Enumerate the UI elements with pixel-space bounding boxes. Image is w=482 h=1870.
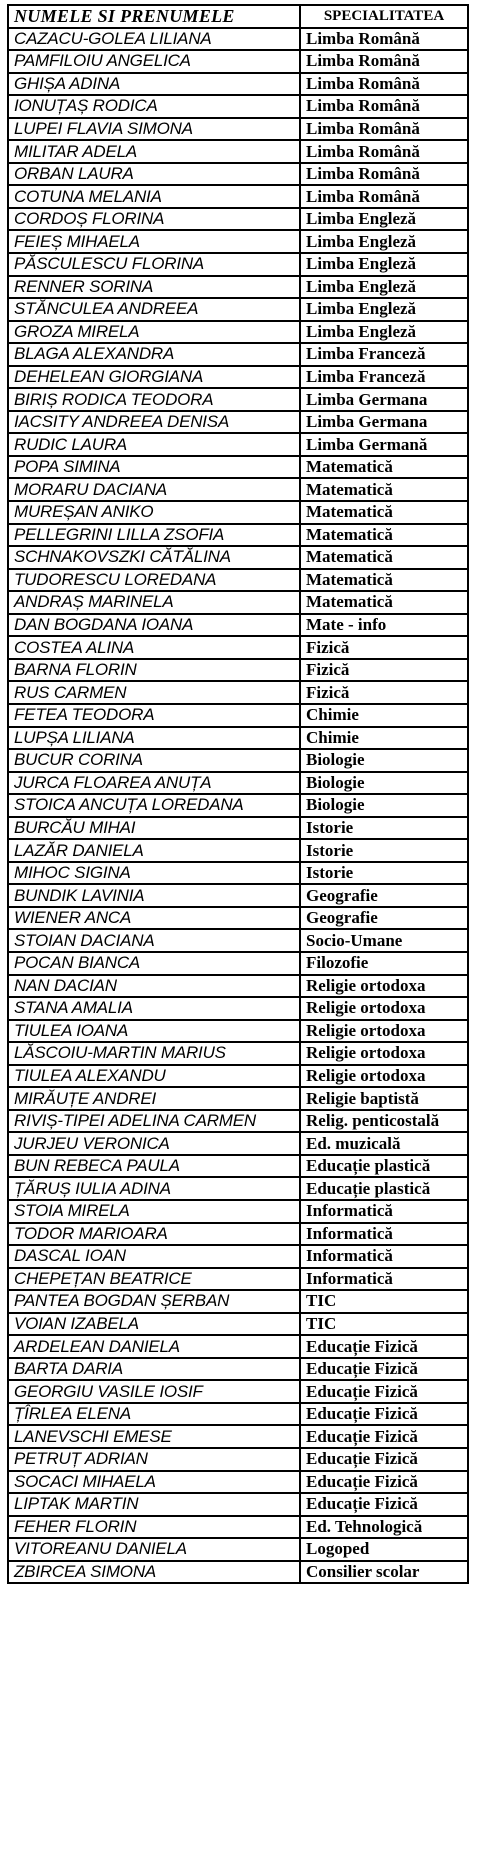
table-row [8,1065,468,1088]
teacher-name-cell: FETEA TEODORA [8,704,300,727]
teacher-name-cell: STANA AMALIA [8,997,300,1020]
teacher-name-cell: PANTEA BOGDAN ȘERBAN [8,1290,300,1313]
table-row [8,73,468,96]
specialty-cell: Matematică [300,501,468,524]
teacher-name-cell: BURCĂU MIHAI [8,817,300,840]
table-row [8,321,468,344]
specialty-cell: Fizică [300,636,468,659]
specialty-cell: Religie ortodoxa [300,975,468,998]
teacher-name-cell: STOICA ANCUȚA LOREDANA [8,794,300,817]
teacher-name-cell: ȚÎRLEA ELENA [8,1403,300,1426]
specialty-cell: TIC [300,1313,468,1336]
table-row [8,501,468,524]
specialty-cell: Geografie [300,884,468,907]
teacher-name-cell: DEHELEAN GIORGIANA [8,366,300,389]
table-row [8,185,468,208]
specialty-cell: Religie ortodoxa [300,1065,468,1088]
table-row [8,163,468,186]
table-row [8,1335,468,1358]
table-row [8,727,468,750]
table-row [8,614,468,637]
teacher-name-cell: LIPTAK MARTIN [8,1493,300,1516]
table-row [8,276,468,299]
specialty-cell: Limba Română [300,73,468,96]
header-row [8,5,468,28]
teacher-name-cell: COTUNA MELANIA [8,185,300,208]
teacher-name-cell: RUS CARMEN [8,681,300,704]
specialty-cell: Religie baptistă [300,1087,468,1110]
specialty-cell: Biologie [300,749,468,772]
teacher-name-cell: STOIA MIRELA [8,1200,300,1223]
teacher-name-cell: GHIȘA ADINA [8,73,300,96]
specialty-cell: Informatică [300,1245,468,1268]
teacher-name-cell: RIVIȘ-TIPEI ADELINA CARMEN [8,1110,300,1133]
teacher-name-cell: MIHOC SIGINA [8,862,300,885]
teacher-name-cell: COSTEA ALINA [8,636,300,659]
table-row [8,884,468,907]
table-row [8,1200,468,1223]
specialty-cell: Biologie [300,794,468,817]
table-row [8,1471,468,1494]
specialty-cell: Relig. penticostală [300,1110,468,1133]
specialty-cell: Educație Fizică [300,1471,468,1494]
table-row [8,1516,468,1539]
teacher-name-cell: TIULEA ALEXANDU [8,1065,300,1088]
specialty-cell: Religie ortodoxa [300,997,468,1020]
table-row [8,907,468,930]
table-row [8,546,468,569]
teacher-name-cell: LUPȘA LILIANA [8,727,300,750]
teacher-name-cell: STOIAN DACIANA [8,929,300,952]
specialty-cell: Limba Engleză [300,276,468,299]
table-row [8,1290,468,1313]
teacher-name-cell: BARNA FLORIN [8,659,300,682]
specialty-cell: Limba Română [300,28,468,51]
specialty-cell: Informatică [300,1268,468,1291]
specialty-cell: Educație Fizică [300,1403,468,1426]
table-row [8,1268,468,1291]
specialty-cell: Limba Engleză [300,208,468,231]
specialty-cell: Fizică [300,659,468,682]
teacher-name-cell: POPA SIMINA [8,456,300,479]
table-row [8,1358,468,1381]
table-row [8,636,468,659]
specialty-cell: Filozofie [300,952,468,975]
teacher-name-cell: JURCA FLOAREA ANUȚA [8,772,300,795]
specialty-cell: Limba Română [300,185,468,208]
specialty-cell: Educație Fizică [300,1425,468,1448]
specialty-cell: Matematică [300,456,468,479]
specialty-cell: Informatică [300,1200,468,1223]
teacher-name-cell: BARTA DARIA [8,1358,300,1381]
teacher-name-cell: DAN BOGDANA IOANA [8,614,300,637]
specialty-cell: Limba Germana [300,388,468,411]
table-row [8,1380,468,1403]
specialty-cell: Limba Franceză [300,366,468,389]
table-row [8,704,468,727]
table-row [8,230,468,253]
specialty-cell: Istorie [300,862,468,885]
teacher-name-cell: JURJEU VERONICA [8,1132,300,1155]
table-row [8,388,468,411]
teacher-name-cell: TODOR MARIOARA [8,1223,300,1246]
specialty-cell: Limba Română [300,163,468,186]
table-row [8,118,468,141]
teacher-name-cell: PĂSCULESCU FLORINA [8,253,300,276]
teacher-name-cell: ZBIRCEA SIMONA [8,1561,300,1584]
specialty-cell: Matematică [300,524,468,547]
table-row [8,929,468,952]
specialty-cell: Educație Fizică [300,1358,468,1381]
specialty-cell: Educație Fizică [300,1448,468,1471]
specialty-cell: Chimie [300,727,468,750]
table-row [8,1223,468,1246]
table-row [8,95,468,118]
specialty-cell: Limba Germana [300,411,468,434]
table-row [8,366,468,389]
teacher-name-cell: PELLEGRINI LILLA ZSOFIA [8,524,300,547]
teacher-name-cell: SOCACI MIHAELA [8,1471,300,1494]
specialty-cell: Biologie [300,772,468,795]
table-row [8,1403,468,1426]
specialty-cell: Ed. muzicală [300,1132,468,1155]
specialty-cell: Matematică [300,546,468,569]
table-row [8,28,468,51]
specialty-cell: Religie ortodoxa [300,1042,468,1065]
teacher-name-cell: MUREȘAN ANIKO [8,501,300,524]
table-row [8,1087,468,1110]
teacher-name-cell: DASCAL IOAN [8,1245,300,1268]
table-row [8,817,468,840]
staff-table [7,4,469,1584]
teacher-name-cell: POCAN BIANCA [8,952,300,975]
specialty-cell: Limba Engleză [300,321,468,344]
teacher-name-cell: ANDRAȘ MARINELA [8,591,300,614]
teacher-name-cell: LANEVSCHI EMESE [8,1425,300,1448]
table-row [8,1132,468,1155]
table-row [8,1155,468,1178]
specialty-cell: Fizică [300,681,468,704]
teacher-name-cell: IACSITY ANDREEA DENISA [8,411,300,434]
specialty-cell: Matematică [300,591,468,614]
table-row [8,50,468,73]
teacher-name-cell: PAMFILOIU ANGELICA [8,50,300,73]
table-row [8,1245,468,1268]
header-specialty: SPECIALITATEA [300,5,468,28]
table-row [8,794,468,817]
specialty-cell: Limba Engleză [300,230,468,253]
specialty-cell: Limba Germană [300,433,468,456]
table-row [8,997,468,1020]
header-name: NUMELE SI PRENUMELE [8,5,300,28]
teacher-name-cell: MIRĂUȚE ANDREI [8,1087,300,1110]
specialty-cell: Educație plastică [300,1155,468,1178]
specialty-cell: Limba Engleză [300,298,468,321]
teacher-name-cell: IONUȚAȘ RODICA [8,95,300,118]
table-row [8,524,468,547]
table-row [8,140,468,163]
teacher-name-cell: MORARU DACIANA [8,478,300,501]
table-row [8,862,468,885]
teacher-name-cell: BLAGA ALEXANDRA [8,343,300,366]
teacher-name-cell: CORDOȘ FLORINA [8,208,300,231]
specialty-cell: Limba Franceză [300,343,468,366]
table-row [8,208,468,231]
specialty-cell: Socio-Umane [300,929,468,952]
teacher-name-cell: FEIEȘ MIHAELA [8,230,300,253]
teacher-name-cell: NAN DACIAN [8,975,300,998]
table-row [8,1020,468,1043]
teacher-name-cell: CAZACU-GOLEA LILIANA [8,28,300,51]
table-row [8,1110,468,1133]
specialty-cell: Istorie [300,817,468,840]
teacher-name-cell: BUN REBECA PAULA [8,1155,300,1178]
specialty-cell: TIC [300,1290,468,1313]
table-row [8,298,468,321]
table-row [8,1313,468,1336]
teacher-name-cell: GROZA MIRELA [8,321,300,344]
table-row [8,253,468,276]
table-row [8,772,468,795]
table-row [8,681,468,704]
teacher-name-cell: VOIAN IZABELA [8,1313,300,1336]
specialty-cell: Mate - info [300,614,468,637]
table-row [8,1177,468,1200]
specialty-cell: Limba Română [300,95,468,118]
specialty-cell: Educație Fizică [300,1335,468,1358]
specialty-cell: Ed. Tehnologică [300,1516,468,1539]
specialty-cell: Geografie [300,907,468,930]
teacher-name-cell: BUNDIK LAVINIA [8,884,300,907]
teacher-name-cell: FEHER FLORIN [8,1516,300,1539]
specialty-cell: Informatică [300,1223,468,1246]
table-row [8,975,468,998]
table-row [8,1425,468,1448]
teacher-name-cell: RENNER SORINA [8,276,300,299]
table-row [8,433,468,456]
table-row [8,839,468,862]
teacher-name-cell: LAZĂR DANIELA [8,839,300,862]
teacher-name-cell: PETRUȚ ADRIAN [8,1448,300,1471]
teacher-name-cell: RUDIC LAURA [8,433,300,456]
teacher-name-cell: TUDORESCU LOREDANA [8,569,300,592]
teacher-name-cell: VITOREANU DANIELA [8,1538,300,1561]
specialty-cell: Consilier scolar [300,1561,468,1584]
teacher-name-cell: BUCUR CORINA [8,749,300,772]
specialty-cell: Limba Engleză [300,253,468,276]
specialty-cell: Educație plastică [300,1177,468,1200]
teacher-name-cell: MILITAR ADELA [8,140,300,163]
teacher-name-cell: ȚĂRUȘ IULIA ADINA [8,1177,300,1200]
specialty-cell: Istorie [300,839,468,862]
table-row [8,456,468,479]
teacher-name-cell: GEORGIU VASILE IOSIF [8,1380,300,1403]
teacher-name-cell: TIULEA IOANA [8,1020,300,1043]
teacher-name-cell: SCHNAKOVSZKI CĂTĂLINA [8,546,300,569]
table-row [8,1042,468,1065]
teacher-name-cell: ARDELEAN DANIELA [8,1335,300,1358]
table-row [8,411,468,434]
table-row [8,1561,468,1584]
specialty-cell: Matematică [300,569,468,592]
table-row [8,749,468,772]
teacher-name-cell: CHEPEȚAN BEATRICE [8,1268,300,1291]
teacher-name-cell: ORBAN LAURA [8,163,300,186]
specialty-cell: Limba Română [300,50,468,73]
table-row [8,1538,468,1561]
specialty-cell: Limba Română [300,140,468,163]
specialty-cell: Educație Fizică [300,1380,468,1403]
table-row [8,343,468,366]
teacher-name-cell: LĂSCOIU-MARTIN MARIUS [8,1042,300,1065]
specialty-cell: Matematică [300,478,468,501]
table-row [8,478,468,501]
teacher-name-cell: STĂNCULEA ANDREEA [8,298,300,321]
table-body [8,28,468,1584]
specialty-cell: Religie ortodoxa [300,1020,468,1043]
specialty-cell: Chimie [300,704,468,727]
table-row [8,569,468,592]
specialty-cell: Logoped [300,1538,468,1561]
teacher-name-cell: BIRIȘ RODICA TEODORA [8,388,300,411]
table-row [8,952,468,975]
table-row [8,659,468,682]
table-row [8,1493,468,1516]
table-row [8,591,468,614]
teacher-name-cell: WIENER ANCA [8,907,300,930]
teacher-name-cell: LUPEI FLAVIA SIMONA [8,118,300,141]
table-row [8,1448,468,1471]
specialty-cell: Educație Fizică [300,1493,468,1516]
specialty-cell: Limba Română [300,118,468,141]
